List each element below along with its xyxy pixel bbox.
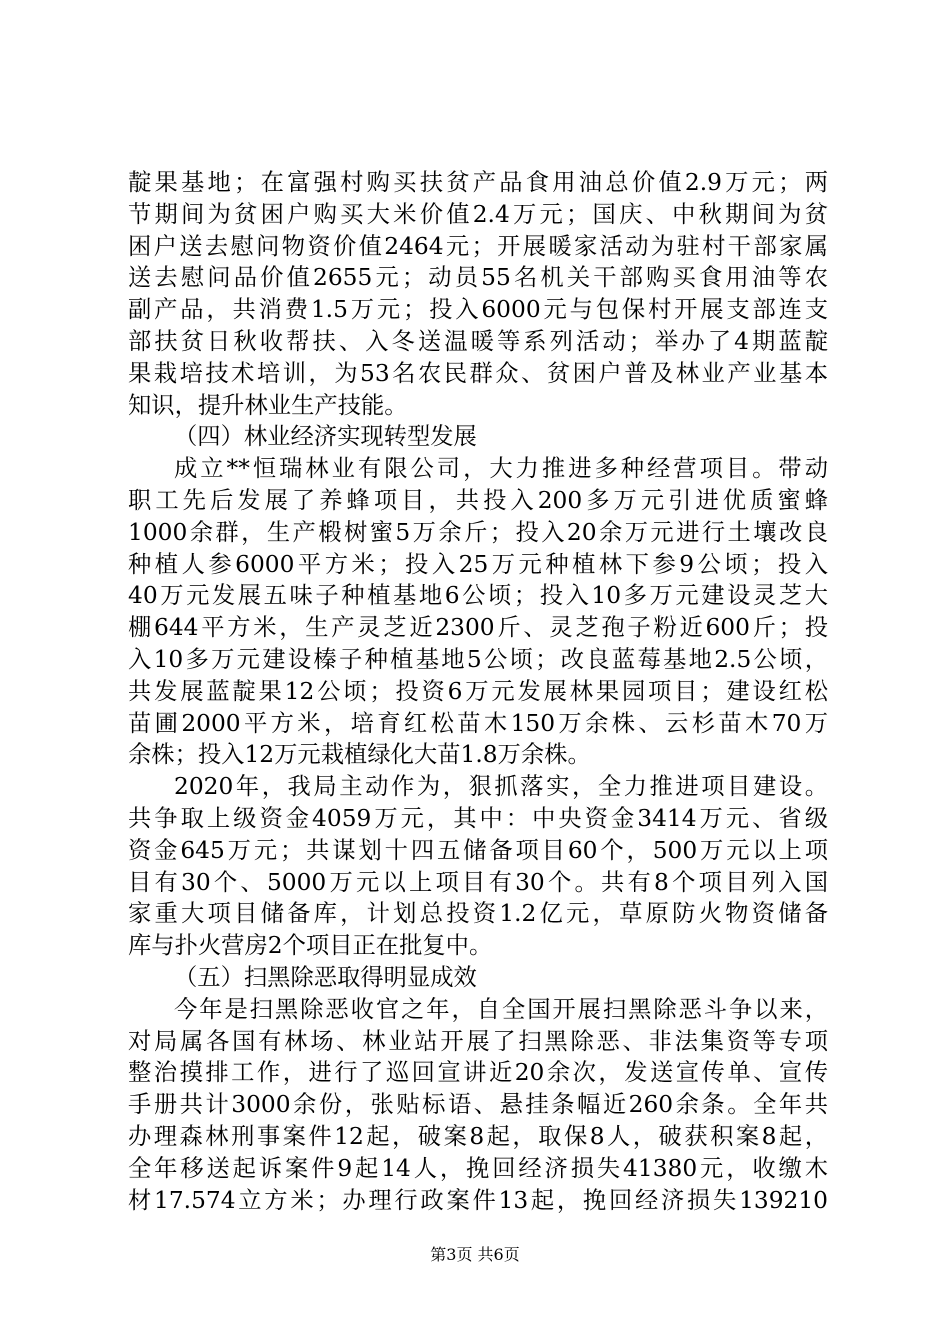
text-line: 全年移送起诉案件9起14人，挽回经济损失41380元，收缴木 (128, 1154, 828, 1182)
text-line: 棚644平方米，生产灵芝近2300斤、灵芝孢子粉近600斤；投 (128, 614, 828, 642)
text-line: 知识，提升林业生产技能。 (128, 391, 408, 419)
text-line: 对局属各国有林场、林业站开展了扫黑除恶、非法集资等专项 (128, 1027, 828, 1055)
text-line: 成立**恒瑞林业有限公司，大力推进多种经营项目。带动 (174, 455, 828, 483)
text-line: 余株；投入12万元栽植绿化大苗1.8万余株。 (128, 741, 591, 769)
text-line: 40万元发展五味子种植基地6公顷；投入10多万元建设灵芝大 (128, 582, 828, 610)
text-line: 今年是扫黑除恶收官之年，自全国开展扫黑除恶斗争以来， (174, 995, 828, 1023)
text-line: 苗圃2000平方米，培育红松苗木150万余株、云杉苗木70万 (128, 709, 828, 737)
text-line: （五）扫黑除恶取得明显成效 (174, 964, 477, 991)
text-line: 2020年，我局主动作为，狠抓落实，全力推进项目建设。 (174, 773, 828, 801)
text-line: （四）林业经济实现转型发展 (174, 423, 477, 451)
text-line: 共发展蓝靛果12公顷；投资6万元发展林果园项目；建设红松 (128, 677, 828, 705)
text-line: 目有30个、5000万元以上项目有30个。共有8个项目列入国 (128, 868, 828, 896)
text-line: 1000余群，生产椴树蜜5万余斤；投入20余万元进行土壤改良 (128, 518, 828, 546)
text-line: 靛果基地；在富强村购买扶贫产品食用油总价值2.9万元；两 (128, 169, 828, 196)
text-line: 困户送去慰问物资价值2464元；开展暖家活动为驻村干部家属 (128, 232, 828, 260)
text-line: 共争取上级资金4059万元，其中：中央资金3414万元、省级 (128, 805, 828, 832)
page-footer: 第3页 共6页 (430, 1245, 520, 1264)
text-line: 职工先后发展了养蜂项目，共投入200多万元引进优质蜜蜂 (128, 487, 828, 514)
text-line: 材17.574立方米；办理行政案件13起，挽回经济损失139210 (128, 1186, 828, 1214)
text-line: 副产品，共消费1.5万元；投入6000元与包保村开展支部连支 (128, 296, 828, 324)
text-line: 果栽培技术培训，为53名农民群众、贫困户普及林业产业基本 (128, 359, 828, 387)
text-line: 手册共计3000余份，张贴标语、悬挂条幅近260余条。全年共 (128, 1091, 828, 1119)
text-line: 资金645万元；共谋划十四五储备项目60个，500万元以上项 (128, 836, 828, 864)
text-line: 整治摸排工作，进行了巡回宣讲近20余次，发送宣传单、宣传 (128, 1059, 828, 1087)
text-line: 送去慰问品价值2655元；动员55名机关干部购买食用油等农 (128, 264, 828, 292)
text-line: 部扶贫日秋收帮扶、入冬送温暖等系列活动；举办了4期蓝靛 (128, 328, 828, 355)
text-line: 库与扑火营房2个项目正在批复中。 (128, 932, 493, 960)
text-line: 种植人参6000平方米；投入25万元种植林下参9公顷；投入 (128, 550, 828, 578)
text-line: 办理森林刑事案件12起，破案8起，取保8人，破获积案8起， (128, 1123, 828, 1150)
text-line: 入10多万元建设榛子种植基地5公顷；改良蓝莓基地2.5公顷， (128, 646, 828, 673)
text-line: 节期间为贫困户购买大米价值2.4万元；国庆、中秋期间为贫 (128, 200, 828, 228)
text-line: 家重大项目储备库，计划总投资1.2亿元，草原防火物资储备 (128, 900, 828, 928)
